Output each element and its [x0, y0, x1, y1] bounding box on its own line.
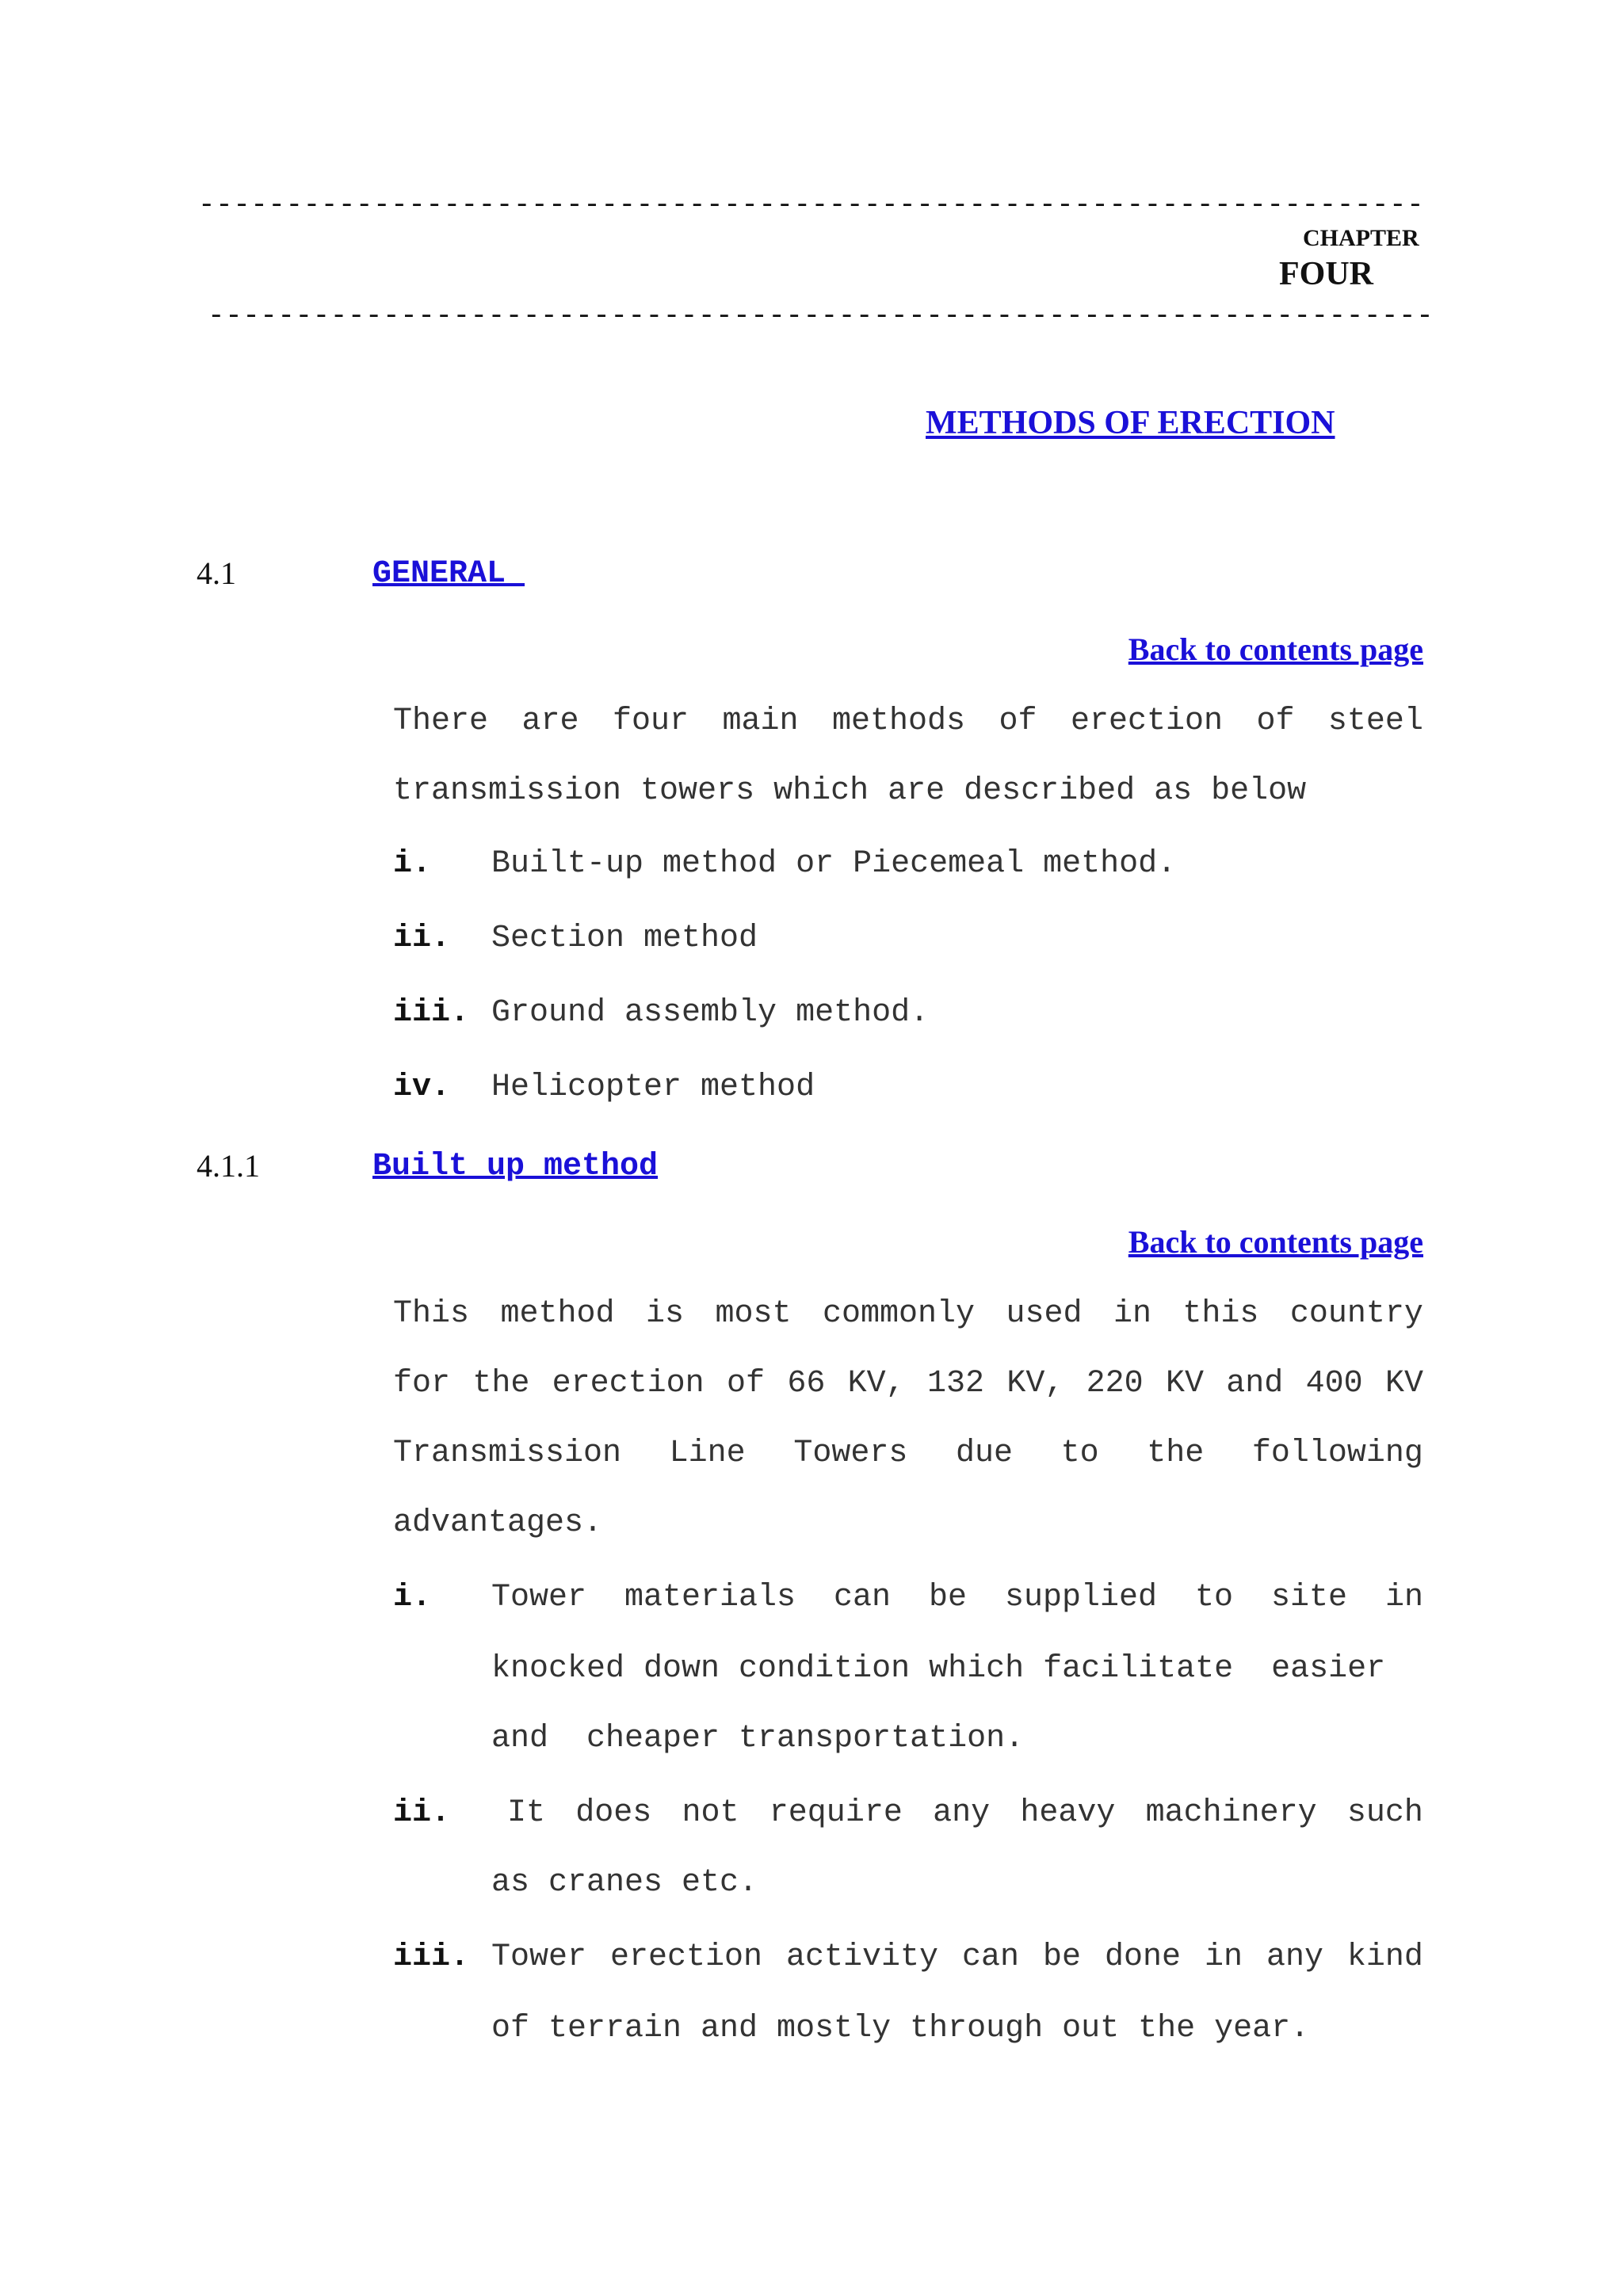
subsection-number: 4.1.1 — [197, 1148, 260, 1184]
list-marker: i. — [393, 1580, 432, 1615]
header-rule-top: ---------------------------------------------------------------------- — [198, 189, 1425, 221]
back-to-contents-link[interactable]: Back to contents page — [1128, 1224, 1423, 1260]
list-marker: iii. — [393, 995, 470, 1031]
list-marker: ii. — [393, 1795, 451, 1831]
paragraph-line: This method is most commonly used in this country — [393, 1296, 1423, 1332]
header-rule-bottom: ---------------------------------------------------------------------- — [208, 299, 1434, 332]
chapter-number: FOUR — [1279, 256, 1373, 292]
list-marker: iii. — [393, 1939, 470, 1975]
paragraph-line: Transmission Line Towers due to the following — [393, 1436, 1423, 1471]
section-title-general-link[interactable]: GENERAL — [372, 556, 525, 592]
list-item: Helicopter method — [491, 1070, 815, 1105]
list-item-line: as cranes etc. — [491, 1865, 758, 1901]
list-item-line: It does not require any heavy machinery such — [507, 1795, 1423, 1831]
list-marker: ii. — [393, 921, 451, 956]
paragraph-line: transmission towers which are described as below — [393, 773, 1307, 809]
list-item-line: Tower erection activity can be done in any kind — [491, 1939, 1423, 1975]
paragraph-line: There are four main methods of erection of steel — [393, 704, 1423, 739]
back-to-contents-link[interactable]: Back to contents page — [1128, 631, 1423, 667]
chapter-title-link[interactable]: METHODS OF ERECTION — [926, 405, 1335, 441]
paragraph-line: advantages. — [393, 1505, 603, 1541]
list-item-line: of terrain and mostly through out the year. — [491, 2011, 1310, 2046]
list-item: Section method — [491, 921, 758, 956]
section-number: 4.1 — [197, 555, 236, 591]
chapter-label: CHAPTER — [1303, 225, 1419, 251]
paragraph-line: for the erection of 66 KV, 132 KV, 220 KV and 400 KV — [393, 1366, 1423, 1402]
list-item-line: and cheaper transportation. — [491, 1721, 1025, 1756]
list-item-line: Tower materials can be supplied to site in — [491, 1580, 1423, 1615]
list-item: Ground assembly method. — [491, 995, 930, 1031]
subsection-title-built-up-link[interactable]: Built up method — [372, 1149, 659, 1184]
list-marker: i. — [393, 846, 432, 882]
list-marker: iv. — [393, 1070, 451, 1105]
list-item-line: knocked down condition which facilitate easier — [491, 1651, 1386, 1687]
list-item: Built-up method or Piecemeal method. — [491, 846, 1177, 882]
